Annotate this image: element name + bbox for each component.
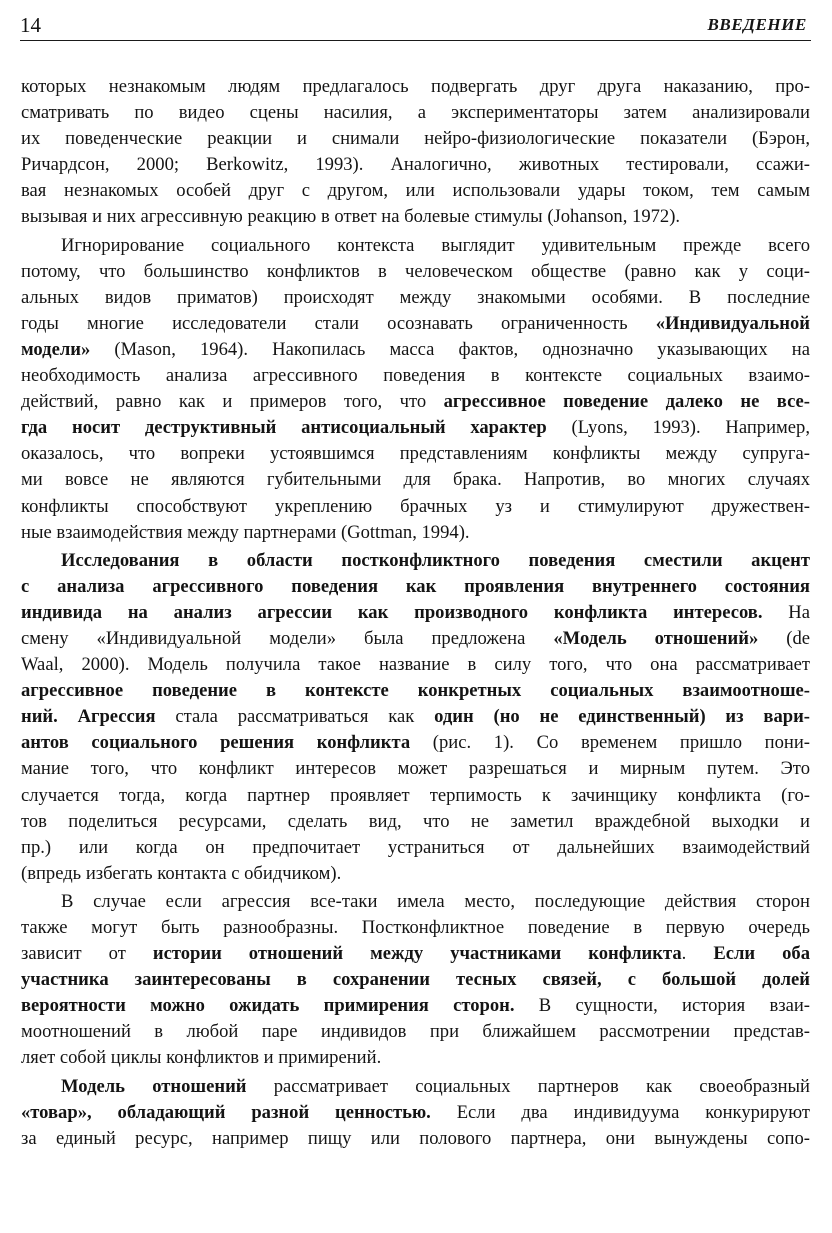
text-line: [21, 178, 810, 204]
bold-run: один (но не единственный) из вари-: [434, 706, 810, 728]
text-run: потому, что большинство конфликтов в человеческом обществе (равно как у соци-: [21, 260, 810, 282]
text-line: [21, 311, 810, 337]
text-line: [21, 285, 810, 311]
text-line: [21, 204, 810, 230]
text-run: Если два индивидуума конкурируют: [430, 1101, 810, 1123]
text-line: [21, 494, 810, 520]
text-run: В случае если агрессия все-таки имела место, последующие действия сторон: [61, 890, 810, 912]
text-line: [21, 730, 810, 756]
text-line: [21, 783, 810, 809]
text-run: смену «Индивидуальной модели» была предложена: [21, 627, 554, 649]
text-run: их поведенческие реакции и снимали нейро-физиологические показатели (Бэрон,: [21, 128, 810, 150]
bold-run: «товар», обладающий разной ценностью.: [21, 1101, 431, 1123]
text-line: [21, 993, 810, 1019]
text-run: вызывая и них агрессивную реакцию в ответ на болевые стимулы (Johanson, 1972).: [21, 206, 681, 228]
text-line: [21, 100, 810, 126]
bold-run: Модель отношений: [61, 1075, 247, 1097]
text-line: [21, 915, 810, 941]
text-line: [21, 441, 810, 467]
text-line: [21, 415, 810, 441]
text-run: пр.) или когда он предпочитает устраниться от дальнейших взаимодействий: [21, 836, 810, 858]
text-run: которых незнакомым людям предлагалось подвергать друг друга наказанию, про-: [21, 76, 810, 97]
bold-run: гда носит деструктивный антисоциальный характер: [21, 417, 547, 439]
text-line: [21, 756, 810, 782]
text-run: (Mason, 1964). Накопилась масса фактов, однозначно указывающих на: [90, 338, 810, 360]
bold-run: ний. Агрессия: [21, 706, 156, 728]
section-title: ВВЕДЕНИЕ: [707, 15, 807, 34]
paragraph-start-line: [21, 889, 810, 915]
text-run: стала рассматриваться как: [155, 706, 435, 728]
text-line: [21, 152, 810, 178]
text-run: ные взаимодействия между партнерами (Gottman, 1994).: [21, 521, 470, 543]
text-run: Ричардсон, 2000; Berkowitz, 1993). Аналогично, животных тестировали, ссажи-: [21, 154, 810, 176]
bold-run: «Индивидуальной: [655, 312, 810, 334]
text-run: необходимость анализа агрессивного поведения в контексте социальных взаимо-: [21, 365, 810, 387]
text-run: конфликты способствуют укреплению брачных уз и стимулируют дружествен-: [21, 495, 810, 517]
running-head: [20, 10, 811, 41]
text-run: оказалось, что вопреки устоявшимся представлениям конфликты между супруга-: [21, 443, 810, 465]
bold-run: Исследования в области постконфликтного поведения сместили акцент: [61, 549, 810, 571]
text-run: мание того, что конфликт интересов может разрешаться и мирным путем. Это: [21, 758, 810, 780]
bold-run: вероятности можно ожидать примирения сторон.: [21, 995, 515, 1017]
text-line: [21, 678, 810, 704]
text-line: [21, 1126, 810, 1152]
text-line: [21, 337, 810, 363]
bold-run: «Модель отношений»: [553, 627, 759, 649]
text-run: моотношений в любой паре индивидов при ближайшем рассмотрении представ-: [21, 1021, 810, 1043]
text-run: (рис. 1). Со временем пришло пони-: [410, 732, 810, 754]
bold-run: истории отношений между участниками конфликта: [152, 943, 682, 965]
text-run: рассматривает социальных партнеров как своеобразный: [246, 1075, 810, 1097]
text-run: (впредь избегать контакта с обидчиком).: [21, 862, 342, 884]
text-line: [21, 1045, 810, 1071]
text-run: сматривать по видео сцены насилия, а экспериментаторы затем анализировали: [21, 102, 810, 124]
text-line: [21, 1019, 810, 1045]
text-run: за единый ресурс, например пищу или полового партнера, они вынуждены сопо-: [21, 1127, 810, 1149]
text-run: Игнорирование социального контекста выглядит удивительным прежде всего: [61, 234, 810, 256]
body-text: [21, 74, 810, 1152]
bold-run: Если оба: [713, 943, 811, 965]
text-line: [21, 74, 810, 100]
bold-run: агрессивное поведение в контексте конкретных социальных взаимоотноше-: [21, 680, 810, 702]
text-line: [21, 704, 810, 730]
text-line: [21, 967, 810, 993]
bold-run: участника заинтересованы в сохранении тесных связей, с большой долей: [21, 969, 810, 991]
text-line: [21, 259, 810, 285]
text-line: [21, 1100, 810, 1126]
text-line: [21, 126, 810, 152]
text-run: .: [681, 943, 714, 965]
text-run: случается тогда, когда партнер проявляет терпимость к зачинщику конфликта (го-: [21, 784, 810, 806]
paragraph-start-line: [21, 233, 810, 259]
paragraph-start-line: [21, 548, 810, 574]
bold-run: антов социального решения конфликта: [21, 732, 411, 754]
text-run: В сущности, история взаи-: [514, 995, 810, 1017]
text-run: тов поделиться ресурсами, сделать вид, что не заметил враждебной выходки и: [21, 810, 810, 832]
text-line: [21, 809, 810, 835]
bold-run: агрессивное поведение далеко не все-: [443, 391, 810, 413]
text-run: ми вовсе не являются губительными для брака. Напротив, во многих случаях: [21, 469, 810, 491]
text-line: [21, 941, 810, 967]
text-line: [21, 520, 810, 546]
text-line: [21, 861, 810, 887]
text-run: На: [762, 601, 810, 623]
text-line: [21, 626, 810, 652]
text-line: [21, 835, 810, 861]
text-run: действий, равно как и примеров того, что: [21, 391, 444, 413]
page-number: 14: [20, 13, 41, 37]
text-run: зависит от: [21, 943, 153, 965]
text-line: [21, 363, 810, 389]
text-run: вая незнакомых особей друг с другом, или использовали удары током, тем самым: [21, 180, 810, 202]
text-run: (Lyons, 1993). Например,: [546, 417, 810, 439]
text-line: [21, 574, 810, 600]
text-line: [21, 467, 810, 493]
text-run: Waal, 2000). Модель получила такое название в силу того, что она рассматривает: [21, 654, 810, 676]
bold-run: модели»: [21, 338, 91, 360]
text-run: ляет собой циклы конфликтов и примирений.: [21, 1047, 382, 1069]
bold-run: индивида на анализ агрессии как производного конфликта интересов.: [21, 601, 763, 623]
text-run: годы многие исследователи стали осознавать ограниченность: [21, 312, 656, 334]
paragraph-start-line: [21, 1074, 810, 1100]
text-line: [21, 600, 810, 626]
text-run: (de: [758, 627, 810, 649]
text-run: также могут быть разнообразны. Постконфликтное поведение в первую очередь: [21, 917, 810, 938]
text-line: [21, 652, 810, 678]
bold-run: с анализа агрессивного поведения как проявления внутреннего состояния: [21, 575, 810, 597]
text-run: альных видов приматов) происходят между знакомыми особями. В последние: [21, 286, 810, 308]
text-line: [21, 389, 810, 415]
